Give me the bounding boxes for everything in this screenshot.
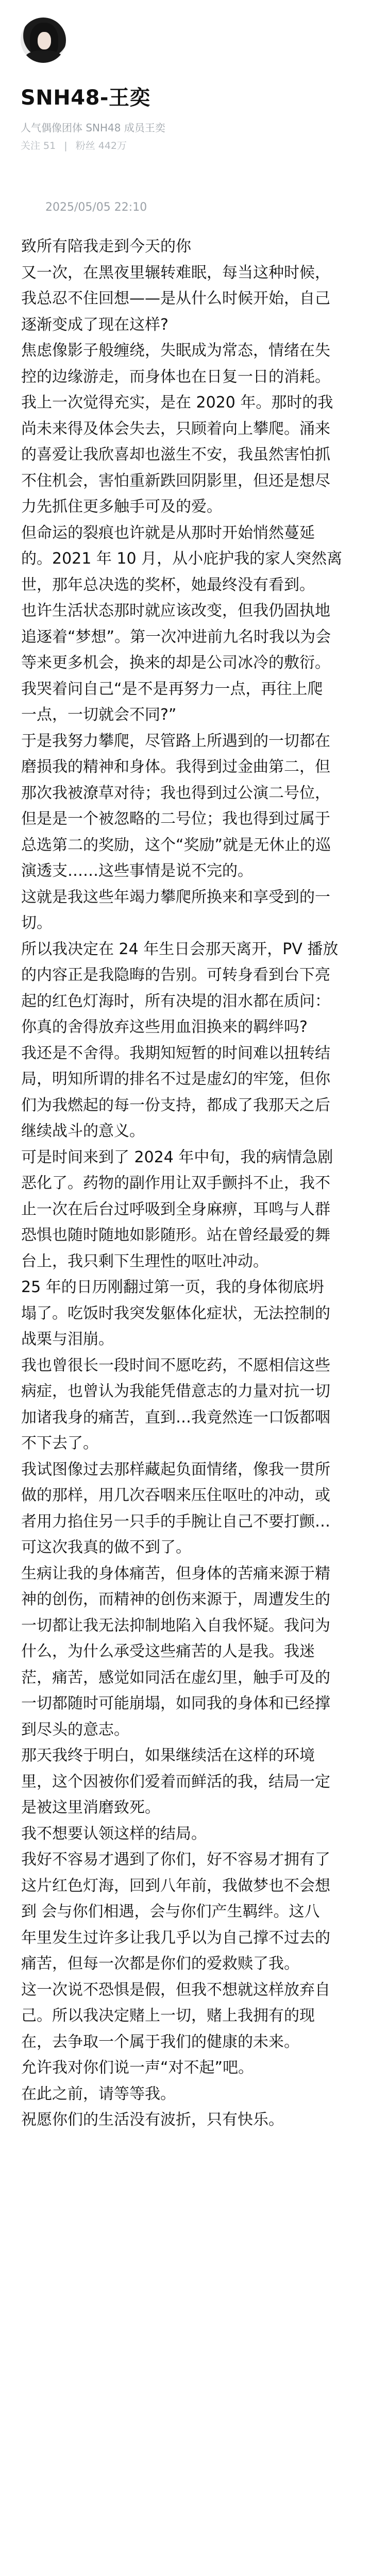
post-line: 不住机会，害怕重新跌回阴影里，但还是想尽 [21, 471, 330, 490]
post-line: 我试图像过去那样藏起负面情绪，像我一贯所 [21, 1460, 330, 1479]
post-line: 追逐着“梦想”。第一次冲进前九名时我以为会 [21, 628, 331, 646]
post-line: 病症，也曾认为我能凭借意志的力量对抗一切 [21, 1382, 330, 1400]
post-line: 演透支……这些事情是说不完的。 [21, 862, 253, 880]
post-line: 磨损我的精神和身体。我得到过金曲第二，但 [21, 758, 330, 776]
stats-separator: | [64, 140, 68, 151]
post-content [21, 234, 357, 2133]
post-line: 祝愿你们的生活没有波折，只有快乐。 [21, 2111, 284, 2129]
post-line: 塌了。吃饭时我突发躯体化症状，无法控制的 [21, 1304, 330, 1323]
post-line: 也许生活状态那时就应该改变，但我仍固执地 [21, 602, 330, 620]
post-line: 神的创伤，而精神的创伤来源于，周遭发生的 [21, 1590, 330, 1608]
post-line: 一切都让我无法抑制地陷入自我怀疑。我问为 [21, 1616, 330, 1635]
post-line: 力先抓住更多触手可及的爱。 [21, 498, 222, 516]
post-line: 茫，痛苦，感觉如同活在虚幻里，触手可及的 [21, 1668, 330, 1687]
post-line: 生病让我的身体痛苦，但身体的苦痛来源于精 [21, 1564, 330, 1583]
post-line: 不下去了。 [21, 1434, 98, 1452]
post-line: 一切都随时可能崩塌，如同我的身体和已经撑 [21, 1694, 330, 1713]
post-line: 我也曾很长一段时间不愿吃药，不愿相信这些 [21, 1356, 330, 1375]
avatar-shoulder [25, 50, 63, 63]
post-line: 等来更多机会，换来的却是公司冰冷的敷衍。 [21, 654, 330, 672]
post-line: 的。2021 年 10 月，从小庇护我的家人突然离 [21, 550, 343, 568]
profile-stats [21, 138, 127, 152]
post-line: 这片红色灯海，回到八年前，我做梦也不会想 [21, 1876, 330, 1895]
profile-header [0, 0, 371, 242]
post-line: 是被这里消磨致死。 [21, 1799, 160, 1817]
post-line: 恐惧也随时随地如影随形。站在曾经最爱的舞 [21, 1226, 330, 1244]
avatar[interactable] [21, 18, 66, 63]
post-line: 到 会与你们相遇，会与你们产生羁绊。这八 [21, 1903, 320, 1921]
post-line: 所以我决定在 24 年生日会那天离开，PV 播放 [21, 940, 339, 958]
post-line: 你真的舍得放弃这些用血泪换来的羁绊吗? [21, 1018, 308, 1036]
post-line: 己。所以我决定赌上一切，赌上我拥有的现 [21, 2007, 315, 2025]
post-line: 致所有陪我走到今天的你 [21, 238, 191, 256]
post-line: 到尽头的意志。 [21, 1720, 129, 1739]
post-line: 台上，我只剩下生理性的呕吐冲动。 [21, 1252, 268, 1270]
post-line: 在此之前，请等等我。 [21, 2084, 176, 2103]
post-line: 可这次我真的做不到了。 [21, 1538, 191, 1556]
post-line: 们为我燃起的每一份支持，都成了我那天之后 [21, 1096, 330, 1114]
post-line: 止一次在后台过呼吸到全身麻痹，耳鸣与人群 [21, 1200, 330, 1218]
follow-count[interactable]: 关注 51 [21, 140, 56, 151]
post-line: 做的那样，用几次吞咽来压住呕吐的冲动，或 [21, 1486, 330, 1504]
post-line: 的内容正是我隐晦的告别。可转身看到台下亮 [21, 966, 330, 984]
fans-count[interactable]: 粉丝 442万 [75, 140, 127, 151]
post-line: 又一次，在黑夜里辗转难眠，每当这种时候， [21, 263, 330, 282]
post-line: 总选第二的奖励，这个“奖励”就是无休止的巡 [21, 836, 331, 854]
post-line: 那天我终于明白，如果继续活在这样的环境 [21, 1747, 315, 1765]
post-line: 这就是我这些年竭力攀爬所换来和享受到的一 [21, 888, 330, 906]
post-line: 起的红色灯海时，所有决堤的泪水都在质问： [21, 992, 330, 1010]
profile-name[interactable]: SNH48-王奕 [21, 86, 151, 110]
post-line: 可是时间来到了 2024 年中旬，我的病情急剧 [21, 1148, 333, 1166]
post-line: 允许我对你们说一声“对不起”吧。 [21, 2059, 254, 2077]
post-line: 但是是一个被忽略的二号位；我也得到过属于 [21, 810, 330, 828]
post-line: 年里发生过许多让我几乎以为自己撑不过去的 [21, 1928, 330, 1947]
post-line: 逐渐变成了现在这样? [21, 315, 168, 334]
post-line: 加诸我身的痛苦，直到…我竟然连一口饭都咽 [21, 1408, 330, 1427]
post-line: 这一次说不恐惧是假，但我不想就这样放弃自 [21, 1980, 330, 1999]
post-line: 的喜爱让我欣喜却也滋生不安，我虽然害怕抓 [21, 446, 330, 464]
post-line: 恶化了。药物的副作用让双手颤抖不止，我不 [21, 1174, 330, 1192]
post-line: 我不想要认领这样的结局。 [21, 1824, 207, 1843]
profile-subtitle: 人气偶像团体 SNH48 成员王奕 [21, 122, 165, 134]
post-line: 焦虑像影子般缠绕，失眠成为常态，情绪在失 [21, 342, 330, 360]
post-line: 里，这个因被你们爱着而鲜活的我，结局一定 [21, 1772, 330, 1791]
post-line: 者用力掐住另一只手的手腕让自己不要打颤… [21, 1512, 330, 1531]
post-line: 一点，一切就会不同?” [21, 706, 177, 724]
post-line: 我哭着问自己“是不是再努力一点，再往上爬 [21, 680, 323, 698]
post-date: 2025/05/05 22:10 [45, 201, 147, 214]
post-line: 那次我被潦草对待；我也得到过公演二号位， [21, 784, 330, 802]
post-line: 25 年的日历刚翻过第一页，我的身体彻底坍 [21, 1278, 324, 1296]
post-line: 我还是不舍得。我期知短暂的时间难以扭转结 [21, 1044, 330, 1062]
avatar-face [38, 32, 51, 49]
post-line: 局，明知所谓的排名不过是虚幻的牢笼，但你 [21, 1070, 330, 1088]
post-line: 继续战斗的意义。 [21, 1122, 145, 1140]
post-line: 我好不容易才遇到了你们，好不容易才拥有了 [21, 1851, 330, 1869]
post-line: 战栗与泪崩。 [21, 1330, 114, 1348]
post-line: 痛苦，但每一次都是你们的爱救赎了我。 [21, 1955, 299, 1973]
post-line: 我总忍不住回想——是从什么时候开始，自己 [21, 290, 330, 308]
post-line: 于是我努力攀爬，尽管路上所遇到的一切都在 [21, 732, 330, 750]
post-line: 什么，为什么承受这些痛苦的人是我。我迷 [21, 1642, 315, 1660]
post-line: 世，那年总决选的奖杯，她最终没有看到。 [21, 575, 315, 594]
post-line: 我上一次觉得充实，是在 2020 年。那时的我 [21, 394, 333, 412]
post-line: 切。 [21, 914, 52, 932]
post-line: 在，去争取一个属于我们的健康的未来。 [21, 2032, 299, 2051]
post-line: 尚未来得及体会失去，只顾着向上攀爬。涌来 [21, 419, 330, 438]
post-line: 但命运的裂痕也许就是从那时开始悄然蔓延 [21, 523, 315, 542]
post-line: 控的边缘游走，而身体也在日复一日的消耗。 [21, 367, 330, 386]
